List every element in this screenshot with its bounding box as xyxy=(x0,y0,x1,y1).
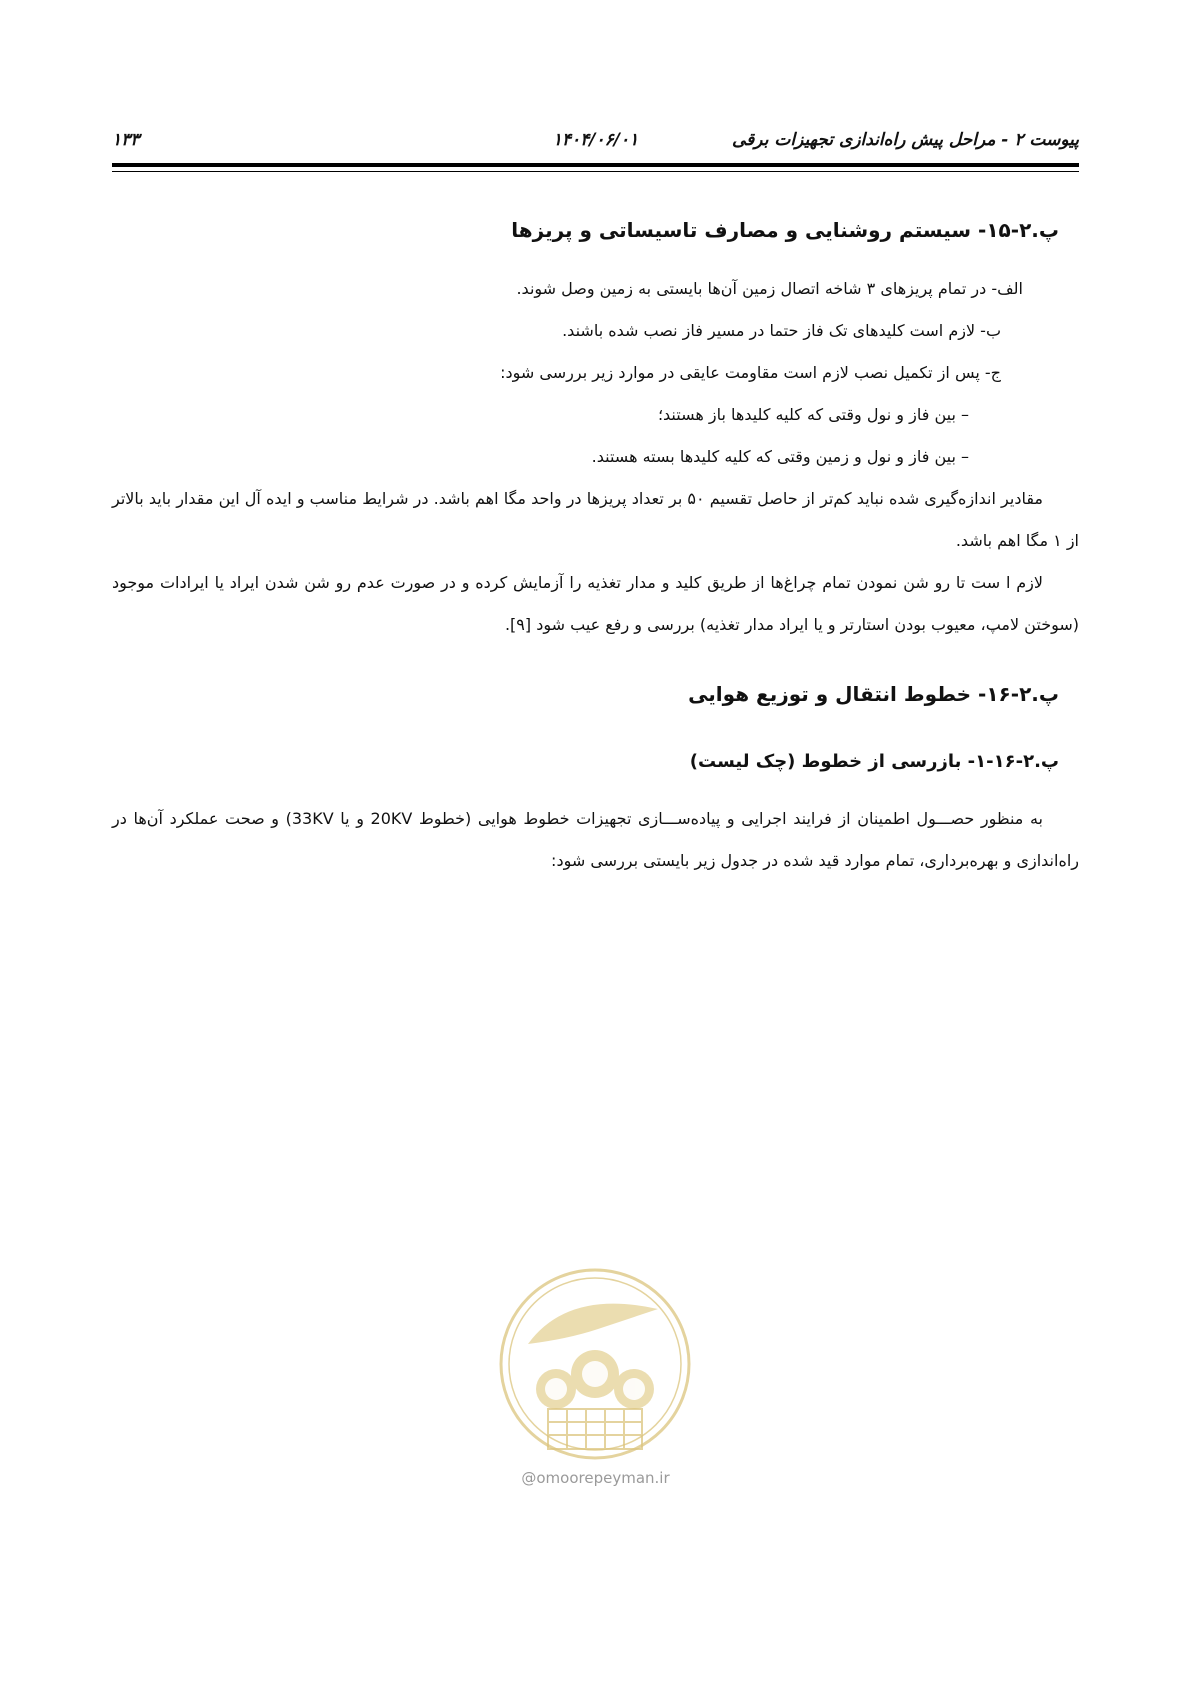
watermark-url: @omoorepeyman.ir xyxy=(521,1469,670,1487)
dash-item-1: – بین فاز و نول وقتی که کلیه کلیدها باز هستند؛ xyxy=(657,405,969,424)
paragraph-measurement: مقادیر اندازه‌گیری شده نباید کم‌تر از حاصل تقسیم ۵۰ بر تعداد پریزها در واحد مگا اهم باشد. در شرایط مناسب و ایده آل این مقدار باید بالاتر از ۱ مگا اهم باشد. xyxy=(112,489,1079,550)
header-rule-thin xyxy=(112,171,1079,172)
dash-item-2: – بین فاز و نول و زمین وقتی که کلیه کلیدها بسته هستند. xyxy=(591,447,969,466)
section-16-1-heading: پ.۲-۱۶-۱- بازرسی از خطوط (چک لیست) xyxy=(689,751,1059,772)
paragraph-overhead-lines: به منظور حصـــول اطمینان از فرایند اجرایی و پیاده‌ســـازی تجهیزات خطوط هوایی (خطوط 20KV و یا 33KV) و صحت عملکرد آن‌ها در راه‌اندازی و بهره‌برداری، تمام موارد قید شده در جدول زیر بایستی بررسی شود: xyxy=(112,809,1079,870)
paragraph-lighting-test: لازم ا ست تا رو شن نمودن تمام چراغ‌ها از طریق کلید و مدار تغذیه را آزمایش کرده و در صورت عدم رو شن شدن ایراد یا ایرادات موجود (سوختن لامپ، معیوب بودن استارتر و یا ایراد مدار تغذیه) بررسی و رفع عیب شود [۹]. xyxy=(112,573,1079,634)
header-rule-thick xyxy=(112,163,1079,167)
page-body xyxy=(112,210,1079,882)
header-date: ۱۴۰۴/۰۶/۰۱ xyxy=(552,130,639,150)
item-a: الف- در تمام پریزهای ۳ شاخه اتصال زمین آن‌ها بایستی به زمین وصل شوند. xyxy=(516,279,1023,298)
section-15-heading: پ.۲-۱۵- سیستم روشنایی و مصارف تاسیساتی و پریزها xyxy=(511,218,1059,242)
section-16-heading: پ.۲-۱۶- خطوط انتقال و توزیع هوایی xyxy=(688,682,1059,706)
watermark-seal xyxy=(488,1249,702,1479)
page-number: ۱۳۳ xyxy=(112,130,140,150)
item-c: ج- پس از تکمیل نصب لازم است مقاومت عایقی در موارد زیر بررسی شود: xyxy=(500,363,1001,382)
item-b: ب- لازم است کلیدهای تک فاز حتما در مسیر فاز نصب شده باشند. xyxy=(562,321,1001,340)
page-header xyxy=(112,130,1079,158)
seal-logo-icon xyxy=(488,1249,702,1479)
header-title: پیوست ۲ - مراحل پیش راه‌اندازی تجهیزات برقی xyxy=(732,130,1079,150)
